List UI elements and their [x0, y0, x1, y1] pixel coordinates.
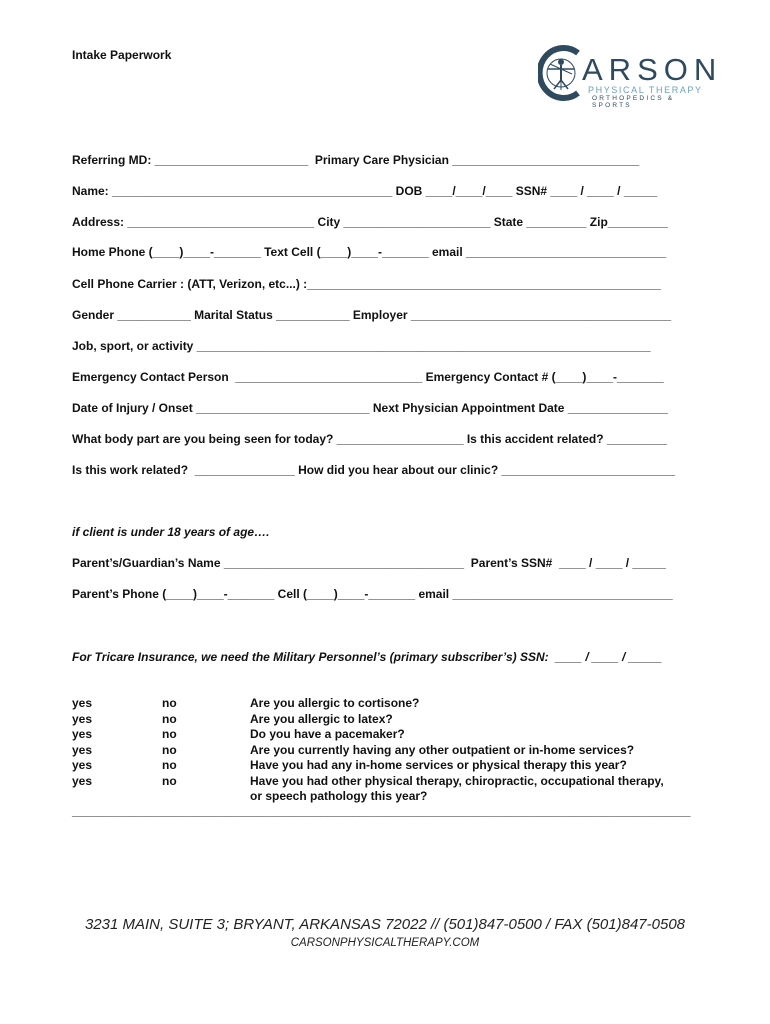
question-outpatient: Are you currently having any other outpatient or in-home services? [250, 742, 635, 757]
no-option: no [162, 742, 177, 757]
document-title: Intake Paperwork [72, 48, 172, 62]
address-line: Address: ____________________________ City ______________________ State _________ Zip_________ [72, 215, 668, 229]
work-related-line: Is this work related? _______________ How did you hear about our clinic? __________________________ [72, 463, 676, 477]
logo-wordmark: ARSON [582, 52, 723, 87]
question-cortisone: Are you allergic to cortisone? [250, 696, 420, 710]
carson-logo [538, 44, 723, 109]
no-option: no [162, 696, 177, 710]
yes-column [72, 696, 92, 789]
yes-option: yes [72, 711, 93, 726]
question-other-therapy: Have you had other physical therapy, chiropractic, occupational therapy, [250, 773, 664, 788]
yes-option: yes [72, 727, 93, 741]
body-part-accident-line: What body part are you being seen for today? ___________________ Is this accident related? _________ [72, 432, 667, 446]
cell-carrier-line: Cell Phone Carrier : (ATT, Verizon, etc...) :_____________________________________________________ [72, 277, 661, 291]
logo-tagline-physical-therapy: PHYSICAL THERAPY [588, 85, 703, 95]
question-other-therapy-cont: or speech pathology this year? [250, 789, 428, 803]
footer-url: CARSONPHYSICALTHERAPY.COM [290, 937, 480, 949]
minor-note: if client is under 18 years of age…. [72, 525, 270, 539]
signature-rule: _________________________________________________________________________________________________ [72, 804, 691, 818]
footer-address: 3231 MAIN, SUITE 3; BRYANT, ARKANSAS 72022 // (501)847-0500 / FAX (501)847-0508 [84, 916, 686, 933]
gender-marital-employer-line: Gender ___________ Marital Status ___________ Employer _______________________________________ [72, 308, 672, 322]
yes-option: yes [72, 742, 93, 757]
question-latex: Are you allergic to latex? [250, 711, 393, 726]
no-option: no [162, 711, 177, 726]
question-inhome: Have you had any in-home services or physical therapy this year? [250, 758, 627, 772]
guardian-line: Parent’s/Guardian’s Name ____________________________________ Parent’s SSN# ____ / ____ / _____ [72, 556, 666, 570]
name-dob-ssn-line: Name: __________________________________________ DOB ____/____/____ SSN# ____ / ____ / _____ [72, 184, 658, 198]
yes-option: yes [72, 758, 93, 772]
job-sport-line: Job, sport, or activity ____________________________________________________________________ [72, 339, 651, 353]
parent-phone-line: Parent’s Phone (____)____-_______ Cell (____)____-_______ email _________________________________ [72, 587, 673, 601]
emergency-contact-line: Emergency Contact Person ____________________________ Emergency Contact # (____)____-_______ [72, 370, 664, 384]
yes-option: yes [72, 696, 93, 710]
vitruvian-c-icon [538, 44, 586, 102]
tricare-note: For Tricare Insurance, we need the Military Personnel’s (primary subscriber’s) SSN: ____ / ____ / _____ [72, 650, 663, 664]
no-option: no [162, 773, 177, 788]
question-pacemaker: Do you have a pacemaker? [250, 727, 405, 741]
no-option: no [162, 758, 177, 772]
no-column [162, 696, 177, 789]
referring-md-line: Referring MD: _______________________ Primary Care Physician ____________________________ [72, 153, 640, 167]
yes-option: yes [72, 773, 93, 788]
question-list [250, 696, 664, 805]
injury-appointment-line: Date of Injury / Onset __________________________ Next Physician Appointment Date _______________ [72, 401, 668, 415]
phone-email-line: Home Phone (____)____-_______ Text Cell (____)____-_______ email ______________________________ [72, 245, 667, 259]
no-option: no [162, 727, 177, 741]
logo-tagline-orthopedics: ORTHOPEDICS & SPORTS [592, 95, 675, 109]
